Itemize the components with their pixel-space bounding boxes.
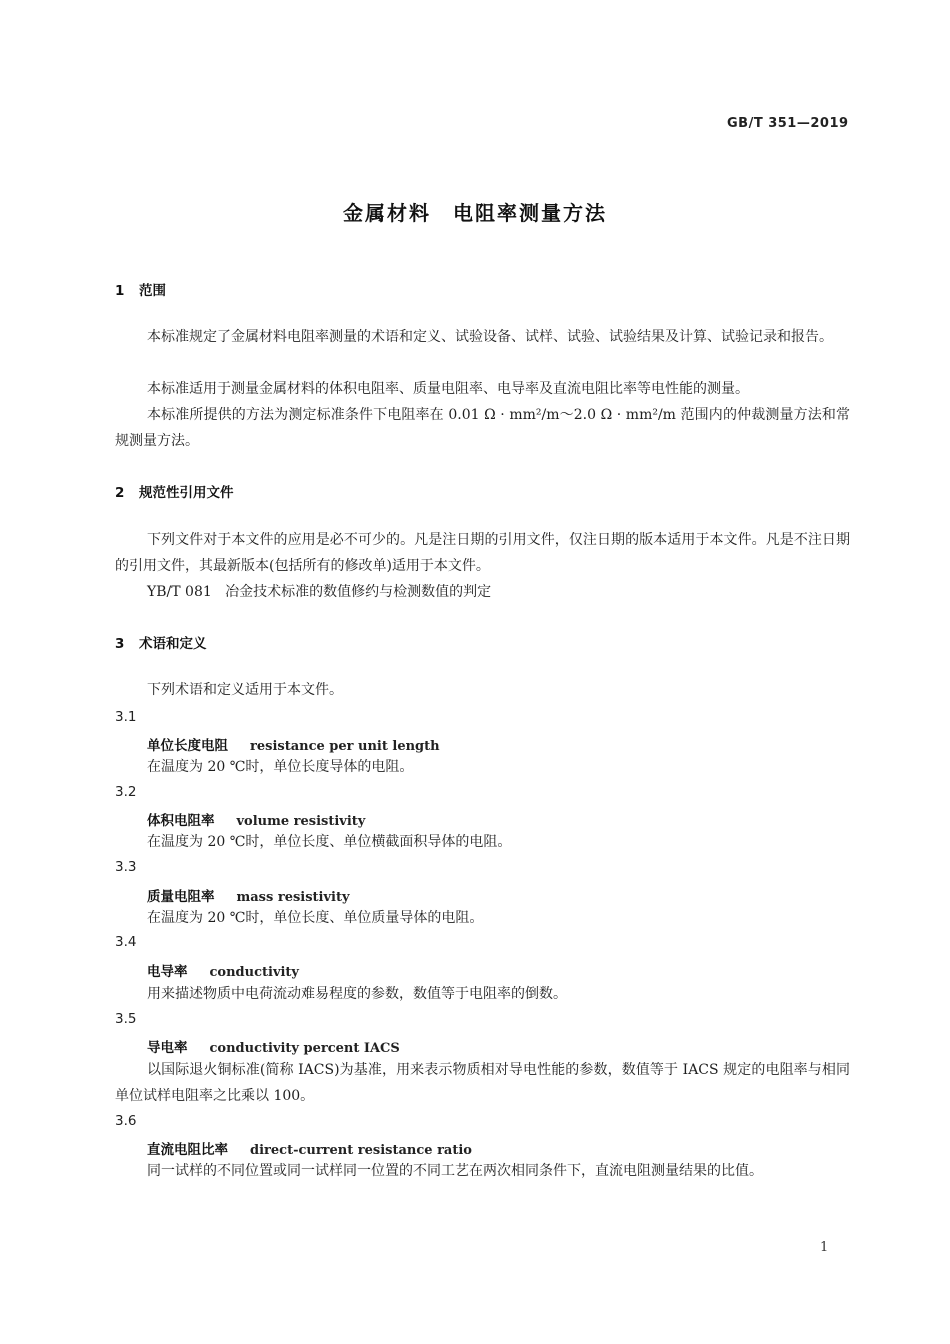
term-number: 3.4 — [115, 934, 137, 950]
standard-code: GB/T 351—2019 — [727, 116, 849, 131]
term-en: resistance per unit length — [250, 739, 440, 754]
paragraph: 本标准所提供的方法为测定标准条件下电阻率在 0.01 Ω · mm²/m～2.0 Ω · mm²/m 范围内的仲裁测量方法和常规测量方法。 — [115, 407, 850, 449]
term-number: 3.5 — [115, 1011, 137, 1027]
section-heading-scope — [115, 279, 166, 299]
section-heading-normative-references — [115, 481, 234, 501]
term-zh: 质量电阻率 — [147, 889, 215, 905]
term-number: 3.2 — [115, 784, 137, 800]
document-title: 金属材料 电阻率测量方法 — [343, 201, 607, 225]
term-en: conductivity — [209, 965, 299, 980]
term-number: 3.3 — [115, 859, 137, 875]
term-definition: 在温度为 20 ℃时，单位长度导体的电阻。 — [147, 759, 414, 775]
paragraph: 下列文件对于本文件的应用是必不可少的。凡是注日期的引用文件，仅注日期的版本适用于本文件。凡是不注日期的引用文件，其最新版本(包括所有的修改单)适用于本文件。 — [115, 532, 850, 574]
section-number: 2 — [115, 485, 125, 501]
term-entry — [147, 1138, 472, 1158]
term-entry — [147, 809, 365, 829]
term-en: conductivity percent IACS — [209, 1041, 400, 1056]
term-zh: 体积电阻率 — [147, 813, 215, 829]
reference-title: 冶金技术标准的数值修约与检测数值的判定 — [225, 584, 492, 600]
section-title: 范围 — [139, 283, 166, 299]
term-definition: 在温度为 20 ℃时，单位长度、单位质量导体的电阻。 — [147, 910, 484, 926]
section-number: 3 — [115, 636, 125, 652]
reference-code: YB/T 081 — [147, 584, 212, 600]
term-en: volume resistivity — [236, 814, 366, 829]
reference-entry — [147, 579, 491, 605]
section-heading-terms — [115, 632, 207, 652]
term-entry — [147, 885, 350, 905]
term-definition: 以国际退火铜标准(简称 IACS)为基准，用来表示物质相对导电性能的参数，数值等于 IACS 规定的电阻率与相同单位试样电阻率之比乘以 100。 — [115, 1062, 850, 1104]
section-title: 术语和定义 — [139, 636, 207, 652]
term-zh: 导电率 — [147, 1040, 188, 1056]
term-zh: 直流电阻比率 — [147, 1142, 228, 1158]
term-en: direct-current resistance ratio — [250, 1143, 472, 1158]
page-number: 1 — [820, 1240, 829, 1255]
term-en: mass resistivity — [236, 890, 350, 905]
terms-intro: 下列术语和定义适用于本文件。 — [147, 682, 343, 698]
term-entry — [147, 734, 440, 754]
term-definition: 用来描述物质中电荷流动难易程度的参数，数值等于电阻率的倒数。 — [147, 986, 567, 1002]
section-number: 1 — [115, 283, 125, 299]
term-number: 3.1 — [115, 709, 137, 725]
section-title: 规范性引用文件 — [139, 485, 234, 501]
paragraph: 本标准适用于测量金属材料的体积电阻率、质量电阻率、电导率及直流电阻比率等电性能的测量。 — [147, 381, 749, 397]
term-definition: 在温度为 20 ℃时，单位长度、单位横截面积导体的电阻。 — [147, 834, 512, 850]
term-entry — [147, 1036, 400, 1056]
paragraph: 本标准规定了金属材料电阻率测量的术语和定义、试验设备、试样、试验、试验结果及计算、试验记录和报告。 — [147, 329, 833, 345]
term-definition: 同一试样的不同位置或同一试样同一位置的不同工艺在两次相同条件下，直流电阻测量结果的比值。 — [147, 1163, 763, 1179]
term-zh: 单位长度电阻 — [147, 738, 228, 754]
term-entry — [147, 960, 299, 980]
term-number: 3.6 — [115, 1113, 137, 1129]
term-zh: 电导率 — [147, 964, 188, 980]
